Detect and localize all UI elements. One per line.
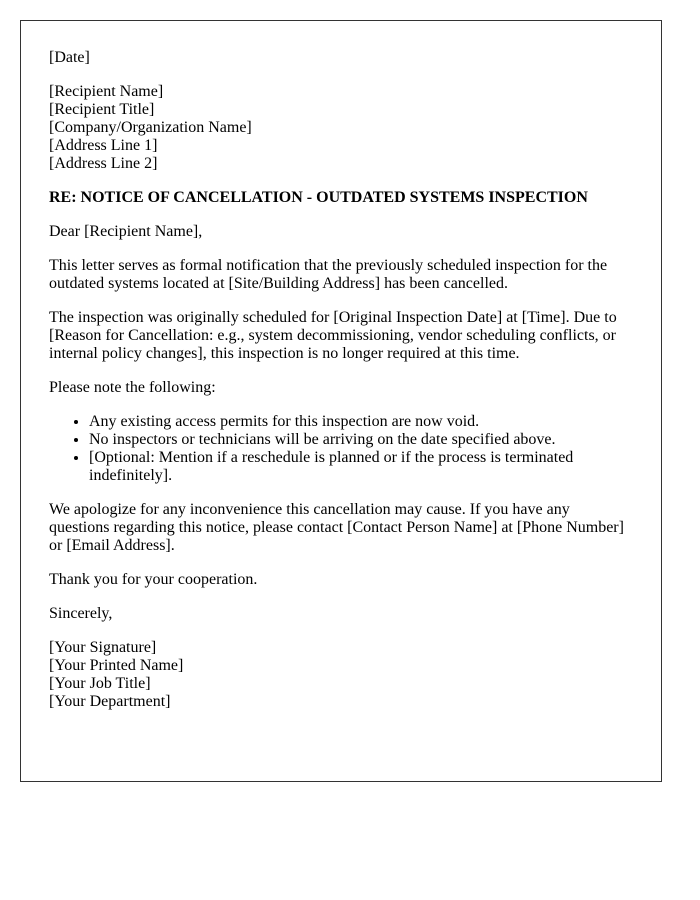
thanks-paragraph: Thank you for your cooperation. [49,571,258,588]
recipient-address-block [49,83,633,173]
apology-paragraph: We apologize for any inconvenience this cancellation may cause. If you have any questions regarding this notice, please contact [Contact Person Name] at [Phone Number] or [Email Address]. [49,501,624,554]
signoff: Sincerely, [49,605,113,622]
notes-list [49,413,633,485]
recipient-address-line-1: [Address Line 1] [49,137,158,154]
department: [Your Department] [49,693,171,710]
signature-block [49,639,633,711]
notification-paragraph: This letter serves as formal notification that the previously scheduled inspection for the outdated systems located at [Site/Building Address] has been cancelled. [49,257,608,292]
recipient-title: [Recipient Title] [49,101,155,118]
printed-name: [Your Printed Name] [49,657,184,674]
list-item: • Any existing access permits for this inspection are now void. [89,413,633,431]
recipient-address-line-2: [Address Line 2] [49,155,158,172]
letter-page [20,20,662,782]
list-item: • [Optional: Mention if a reschedule is planned or if the process is terminated indefinitely]. [89,449,633,485]
reason-paragraph: The inspection was originally scheduled for [Original Inspection Date] at [Time]. Due to [Reason for Cancellation: e.g., system decommissioning, vendor scheduling conflicts, or internal policy changes], this inspection is no longer required at this time. [49,309,617,362]
subject-line: RE: NOTICE OF CANCELLATION - OUTDATED SYSTEMS INSPECTION [49,189,588,206]
recipient-name: [Recipient Name] [49,83,164,100]
recipient-company: [Company/Organization Name] [49,119,252,136]
job-title: [Your Job Title] [49,675,151,692]
salutation: Dear [Recipient Name], [49,223,203,240]
note-intro: Please note the following: [49,379,216,396]
letter-date: [Date] [49,49,90,66]
signature: [Your Signature] [49,639,157,656]
list-item: • No inspectors or technicians will be arriving on the date specified above. [89,431,633,449]
